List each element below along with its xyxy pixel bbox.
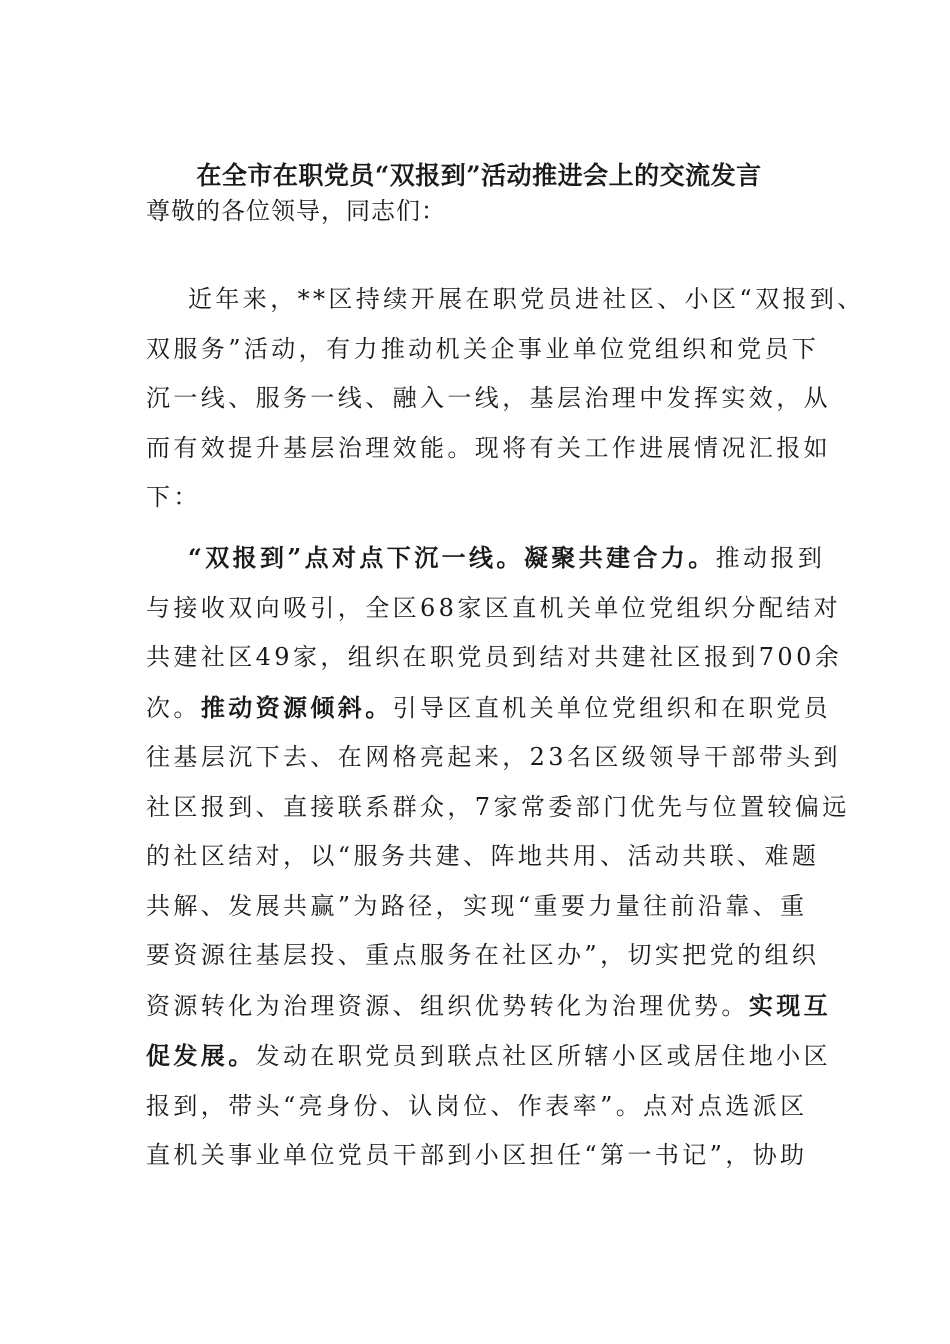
paragraph-line: 而有效提升基层治理效能。现将有关工作进展情况汇报如 bbox=[146, 433, 831, 462]
subsection-heading: 推动资源倾斜。 bbox=[200, 692, 393, 722]
paragraph-line: 与接收双向吸引，全区68家区直机关单位党组织分配结对 bbox=[146, 593, 841, 622]
paragraph-text: 引导区直机关单位党组织和在职党员 bbox=[392, 693, 832, 722]
subsection-heading: 促发展。 bbox=[146, 1041, 256, 1070]
paragraph-line: 要资源往基层投、重点服务在社区办”，切实把党的组织 bbox=[146, 941, 820, 969]
paragraph-text: 资源转化为治理资源、组织优势转化为治理优势。 bbox=[146, 991, 749, 1020]
paragraph-text: 次。 bbox=[146, 693, 201, 722]
paragraph-text: 推动报到 bbox=[715, 544, 826, 572]
paragraph-line: 下： bbox=[146, 483, 201, 511]
paragraph-line: 近年来，**区持续开展在职党员进社区、小区“双报到、 bbox=[188, 285, 865, 313]
paragraph-line: 报到，带头“亮身份、认岗位、作表率”。点对点选派区 bbox=[146, 1091, 808, 1120]
paragraph-line: 直机关事业单位党员干部到小区担任“第一书记”，协助 bbox=[146, 1141, 808, 1169]
paragraph-line: 共解、发展共赢”为路径，实现“重要力量往前沿靠、重 bbox=[146, 891, 808, 920]
paragraph-text: 发动在职党员到联点社区所辖小区或居住地小区 bbox=[255, 1042, 832, 1070]
paragraph-line bbox=[146, 981, 832, 1032]
paragraph-intro bbox=[146, 275, 865, 523]
paragraph-line bbox=[146, 533, 826, 584]
paragraph-line: 的社区结对，以“服务共建、阵地共用、活动共联、难题 bbox=[146, 842, 820, 870]
paragraph-line: 共建社区49家，组织在职党员到结对共建社区报到700余 bbox=[146, 643, 843, 671]
paragraph-line: 沉一线、服务一线、融入一线，基层治理中发挥实效，从 bbox=[146, 384, 831, 412]
paragraph-line bbox=[146, 683, 832, 734]
paragraph-line bbox=[146, 1031, 832, 1082]
paragraph-line: 社区报到、直接联系群众，7家常委部门优先与位置较偏远 bbox=[146, 792, 850, 821]
subsection-heading: 凝聚共建合力。 bbox=[523, 543, 716, 572]
document-title: 在全市在职党员“双报到”活动推进会上的交流发言 bbox=[196, 161, 762, 190]
paragraph-line: 往基层沉下去、在网格亮起来，23名区级领导干部带头到 bbox=[146, 743, 841, 771]
section-heading: “双报到”点对点下沉一线。 bbox=[188, 543, 524, 572]
paragraph-line: 双服务”活动，有力推动机关企事业单位党组织和党员下 bbox=[146, 334, 820, 363]
salutation: 尊敬的各位领导，同志们： bbox=[146, 197, 446, 225]
paragraph-section-1 bbox=[146, 533, 850, 1181]
subsection-heading: 实现互 bbox=[748, 990, 832, 1020]
